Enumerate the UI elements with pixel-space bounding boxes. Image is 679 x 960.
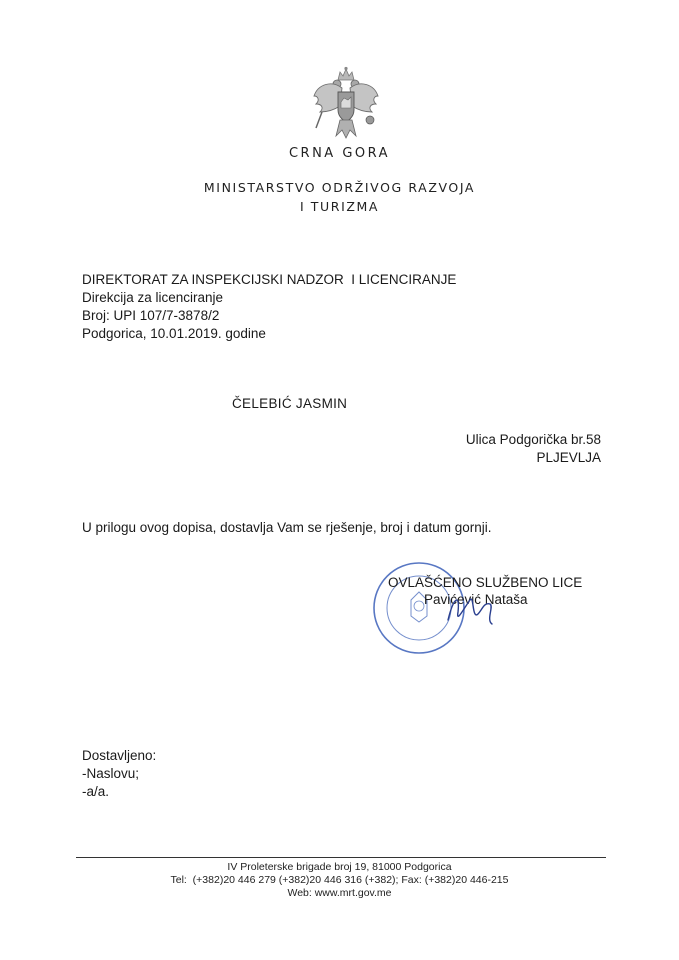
document-header [82, 271, 456, 343]
footer-address: IV Proleterske brigade broj 19, 81000 Podgorica [227, 861, 452, 873]
distribution-item: -a/a. [82, 784, 110, 799]
footer [0, 861, 679, 900]
reference-number: Broj: UPI 107/7-3878/2 [82, 308, 220, 323]
ministry-line-2: I TURIZMA [299, 199, 380, 214]
recipient-city: PLJEVLJA [536, 450, 601, 465]
signatory-name: Pavićević Nataša [424, 592, 528, 607]
department-name: Direkcija za licenciranje [82, 290, 224, 305]
directorate-name: DIREKTORAT ZA INSPEKCIJSKI NADZOR I LICENCIRANJE [82, 272, 457, 287]
handwritten-signature-icon [440, 590, 500, 630]
place-date: Podgorica, 10.01.2019. godine [82, 326, 266, 341]
letter-body: U prilogu ovog dopisa, dostavlja Vam se rješenje, broj i datum gornji. [82, 520, 492, 535]
ministry-name [0, 178, 679, 216]
ministry-line-1: MINISTARSTVO ODRŽIVOG RAZVOJA [203, 180, 476, 195]
distribution-item: -Naslovu; [82, 766, 140, 781]
coat-of-arms-icon [310, 66, 382, 144]
footer-phones: Tel: (+382)20 446 279 (+382)20 446 316 (+382); Fax: (+382)20 446-215 [170, 874, 509, 886]
recipient-street: Ulica Podgorička br.58 [465, 432, 601, 447]
country-name: CRNA GORA [288, 146, 391, 161]
recipient-name: ČELEBIĆ JASMIN [232, 396, 348, 411]
distribution-list [82, 747, 156, 801]
footer-divider [76, 857, 606, 858]
footer-web: Web: www.mrt.gov.me [287, 887, 392, 899]
signatory-title: OVLAŠĆENO SLUŽBENO LICE [388, 575, 583, 590]
distribution-label: Dostavljeno: [82, 748, 157, 763]
